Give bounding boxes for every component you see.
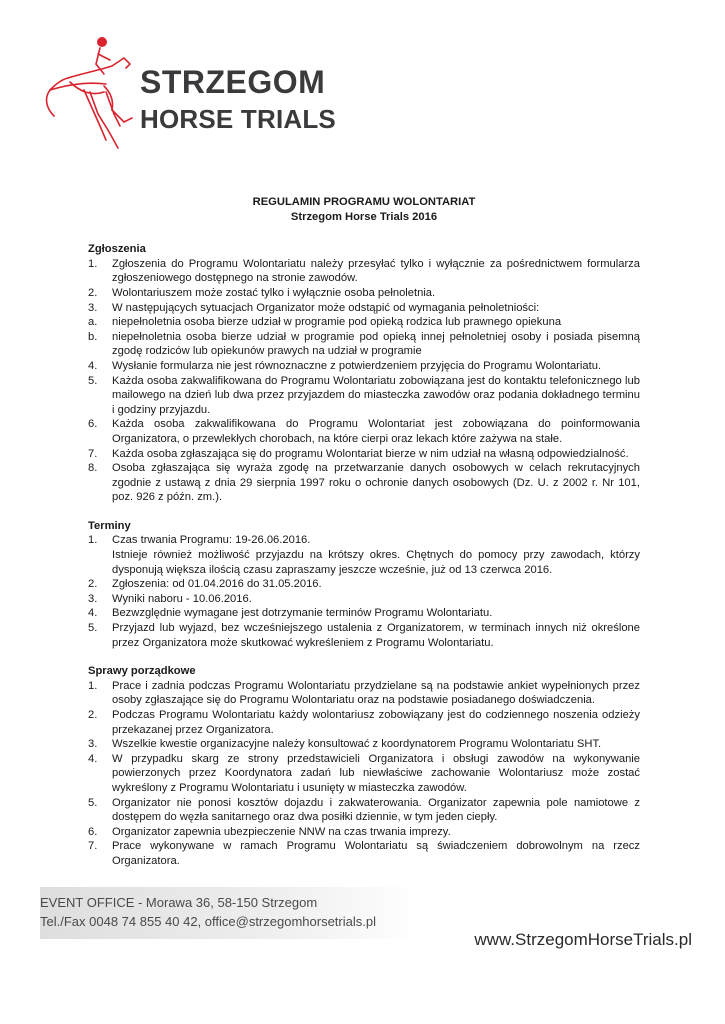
- regulation-document: [88, 195, 640, 869]
- item-number: 8.: [88, 462, 98, 475]
- document-title: REGULAMIN PROGRAMU WOLONTARIAT: [252, 196, 476, 208]
- item-text: Wyniki naboru - 10.06.2016.: [112, 592, 252, 605]
- list-item: [88, 417, 640, 446]
- section-list: [88, 257, 640, 505]
- item-text: Podczas Programu Wolontariatu każdy wolontariusz zobowiązany jest do codziennego noszenia odzieży przekazanej przez Organizatora.: [112, 709, 640, 736]
- item-text: niepełnoletnia osoba bierze udział w programie pod opieką innej pełnoletniej osoby i posiada pisemną zgodę rodziców lub opiekunów prawych na udział w programie: [112, 330, 640, 358]
- item-number: 4.: [88, 359, 98, 372]
- horse-rider-icon: [40, 30, 150, 155]
- list-item: [88, 461, 640, 505]
- item-text: W przypadku skarg ze strony przedstawicieli Organizatora i obsługi zawodów na wykonywanie powierzonych przez Koordynatora zadań lub niewłaściwe zachowanie Wolontariusz może zostać wykreślony z Programu Wolontariatu i usunięty w miasteczka zawodów.: [112, 752, 640, 794]
- item-text: Osoba zgłaszająca się wyraża zgodę na przetwarzanie danych osobowych w celach rekrutacyjnych zgodnie z ustawą z dnia 29 sierpnia 1997 roku o ochronie danych osobowych (Dz. U. z 2002 r. Nr 101, poz. 926 z późn. zm.).: [112, 462, 640, 504]
- item-number: 6.: [88, 418, 98, 431]
- section-heading: Sprawy porządkowe: [88, 665, 196, 678]
- item-number: 5.: [88, 374, 98, 387]
- list-item: [88, 533, 640, 577]
- document-subtitle: Strzegom Horse Trials 2016: [290, 210, 438, 223]
- list-item: [88, 796, 640, 825]
- item-extra-text: Istnieje również możliwość przyjazdu na krótszy okres. Chętnych do pomocy przy zawodach, którzy dysponują większa ilością czasu zapraszamy jeszcze wcześnie, już od 13 czerwca 2016.: [112, 549, 640, 576]
- item-number: a.: [88, 316, 98, 329]
- item-number: 2.: [88, 286, 98, 299]
- list-item: [88, 708, 640, 737]
- footer: [40, 887, 690, 957]
- list-item: [88, 679, 640, 708]
- office-contact: Tel./Fax 0048 74 855 40 42, office@strzegomhorsetrials.pl: [40, 914, 376, 929]
- item-text: Czas trwania Programu: 19-26.06.2016.: [112, 534, 311, 547]
- item-number: 3.: [88, 301, 98, 314]
- item-number: 7.: [88, 840, 98, 853]
- item-number: 1.: [88, 534, 98, 547]
- item-text: Każda osoba zakwalifikowana do Programu Wolontariatu zobowiązana jest do kontaktu telefonicznego lub mailowego na dzień lub dwa przez przyjazdem do miasteczka zawodów oraz podania dokładnego terminu i godziny przyjazdu.: [112, 374, 640, 416]
- section-list: [88, 533, 640, 650]
- item-number: 5.: [88, 622, 98, 635]
- list-item: [88, 374, 640, 418]
- item-text: Bezwzględnie wymagane jest dotrzymanie terminów Programu Wolontariatu.: [112, 607, 493, 620]
- list-item: [88, 286, 640, 301]
- website-link[interactable]: www.StrzegomHorseTrials.pl: [474, 930, 692, 949]
- list-item: [88, 825, 640, 840]
- list-item: [88, 301, 640, 316]
- item-number: 1.: [88, 257, 98, 270]
- list-item: [88, 621, 640, 650]
- section-list: [88, 679, 640, 869]
- item-number: 3.: [88, 738, 98, 751]
- item-text: Wysłanie formularza nie jest równoznaczne z potwierdzeniem przyjęcia do Programu Wolontariatu.: [112, 359, 602, 372]
- list-item: [88, 330, 640, 359]
- item-text: niepełnoletnia osoba bierze udział w programie pod opieką rodzica lub prawnego opiekuna: [112, 316, 562, 329]
- item-text: Zgłoszenia do Programu Wolontariatu należy przesyłać tylko i wyłącznie za pośrednictwem formularza zgłoszeniowego dostępnego na stronie zawodów.: [112, 257, 640, 285]
- list-item: [88, 577, 640, 592]
- item-text: Organizator zapewnia ubezpieczenie NNW na czas trwania imprezy.: [112, 825, 451, 838]
- list-item: [88, 839, 640, 868]
- item-text: W następujących sytuacjach Organizator może odstąpić od wymagania pełnoletniości:: [112, 301, 540, 314]
- item-number: 2.: [88, 709, 98, 721]
- item-number: 1.: [88, 679, 98, 692]
- item-number: 4.: [88, 752, 98, 765]
- logo: [40, 30, 340, 155]
- item-number: b.: [88, 330, 98, 343]
- brand-line-1: STRZEGOM: [140, 64, 326, 100]
- item-number: 5.: [88, 796, 98, 809]
- list-item: [88, 606, 640, 621]
- item-text: Prace wykonywane w ramach Programu Wolontariatu są świadczeniem dobrowolnym na rzecz Organizatora.: [112, 840, 640, 867]
- list-item: [88, 315, 640, 330]
- list-item: [88, 257, 640, 286]
- list-item: [88, 752, 640, 796]
- item-number: 6.: [88, 825, 98, 838]
- list-item: [88, 737, 640, 752]
- section-heading: Terminy: [88, 519, 131, 532]
- item-text: Zgłoszenia: od 01.04.2016 do 31.05.2016.: [112, 578, 322, 591]
- item-text: Każda osoba zakwalifikowana do Programu Wolontariat jest zobowiązana do poinformowania Organizatora, o przewlekłych chorobach, na które cierpi oraz lekach które zażywa na stałe.: [112, 418, 640, 445]
- item-number: 2.: [88, 578, 98, 591]
- item-text: Wszelkie kwestie organizacyjne należy konsultować z koordynatorem Programu Wolontariatu SHT.: [112, 738, 602, 751]
- item-text: Każda osoba zgłaszająca się do programu Wolontariat bierze w nim udział na własną odpowiedzialność.: [112, 447, 629, 460]
- item-number: 7.: [88, 447, 98, 460]
- item-text: Organizator nie ponosi kosztów dojazdu i zakwaterowania. Organizator zapewnia pole namiotowe z dostępem do węzła sanitarnego oraz dwa posiłki dziennie, w tym jeden ciepły.: [112, 796, 640, 824]
- office-address: EVENT OFFICE - Morawa 36, 58-150 Strzegom: [40, 895, 318, 910]
- brand-line-2: HORSE TRIALS: [140, 104, 336, 134]
- section-heading: Zgłoszenia: [88, 243, 146, 256]
- item-text: Przyjazd lub wyjazd, bez wcześniejszego ustalenia z Organizatorem, w terminach innych niż określone przez Organizatora może skutkować wykreśleniem z Programu Wolontariatu.: [112, 622, 640, 649]
- item-text: Prace i zadnia podczas Programu Wolontariatu przydzielane są na podstawie ankiet wypełnionych przez osoby zgłaszające się do Programu Wolontariatu oraz na podstawie posiadanego doświadczenia.: [112, 679, 640, 707]
- list-item: [88, 592, 640, 607]
- item-text: Wolontariuszem może zostać tylko i wyłącznie osoba pełnoletnia.: [112, 286, 436, 299]
- item-number: 4.: [88, 607, 98, 620]
- list-item: [88, 359, 640, 374]
- item-number: 3.: [88, 592, 98, 605]
- list-item: [88, 447, 640, 462]
